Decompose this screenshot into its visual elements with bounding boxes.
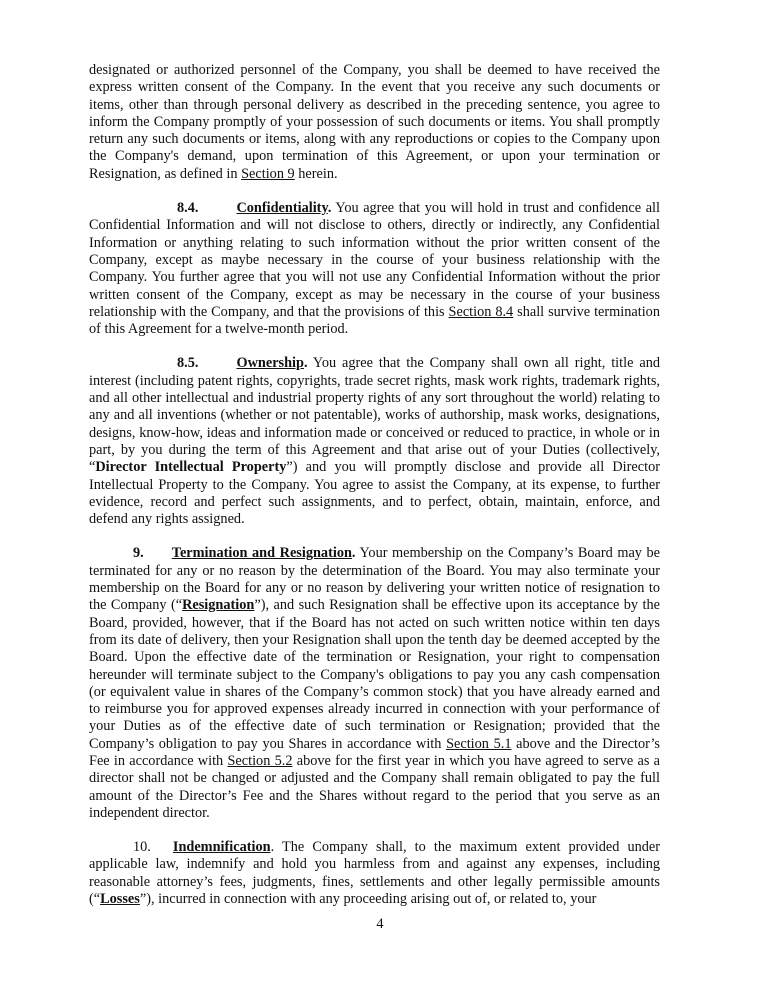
- section-heading: Ownership: [236, 355, 304, 372]
- paragraph-text: The Company shall, to the maximum extent provided under applicable law, indemnify and hold you harmless from and against any expenses, including reasonable attorney’s fees, judgments, fines, settlements and other legally permissible amounts (“: [89, 839, 660, 908]
- paragraph-text: above for the first year in which you have agreed to serve as a director shall not be changed or adjusted and the Company shall remain obligated to pay the full amount of the Director’s Fee and the Shares without regard to the period that you serve as an independent director.: [89, 752, 660, 821]
- paragraph-text: above and the Director’s Fee in accordance with: [89, 735, 660, 769]
- defined-term: Director Intellectual Property: [95, 459, 287, 476]
- paragraph-text: You agree that the Company shall own all right, title and interest (including patent rights, copyrights, trade secret rights, mask work rights, trademark rights, and all other intellectual and industrial property rights of any sort throughout the world) relating to any and all inventions (whether or not patentable), works of authorship, mask works, designations, designs, know-how, ideas and information made or conceived or reduced to practice, in whole or in part, by you during the term of this Agreement and that arise out of your Duties (collectively, “: [89, 355, 660, 476]
- section-8-5: 8.5. Ownership. You agree that the Company shall own all right, title and interest (including patent rights, copyrights, trade secret rights, mask work rights, trademark rights, and all other intellectual and industrial property rights of any sort throughout the world) relating to any and all inventions (whether or not patentable), works of authorship, mask works, designations, designs, know-how, ideas and information made or conceived or reduced to practice, in whole or in part, by you during the term of this Agreement and that arise out of your Duties (collectively, “Director Intellectual Property”) and you will promptly disclose and provide all Director Intellectual Property to the Company. You agree to assist the Company, at its expense, to further evidence, record and perfect such assignments, and to perfect, obtain, maintain, enforce, and defend any rights assigned.: [89, 355, 660, 528]
- section-number: 9.: [133, 545, 144, 562]
- document-page: [89, 62, 660, 908]
- section-number: 8.5.: [177, 355, 199, 372]
- paragraph-text: designated or authorized personnel of the Company, you shall be deemed to have received the express written consent of the Company. In the event that you receive any such documents or items, other than through personal delivery as described in the preceding sentence, you agree to inform the Company promptly of your possession of such documents or items. You shall promptly return any such documents or items, along with any reproductions or copies to the Company upon the Company's demand, upon termination of this Agreement, or upon your termination or Resignation, as defined in: [89, 62, 660, 182]
- section-heading: Termination and Resignation: [171, 545, 352, 562]
- section-reference: Section 5.2: [227, 752, 293, 769]
- section-8-4: 8.4. Confidentiality. You agree that you will hold in trust and confidence all Confidential Information and will not disclose to others, directly or indirectly, any Confidential Information or anything relating to such information without the prior written consent of the Company, except as maybe necessary in the course of your business relationship with the Company. You further agree that you will not use any Confidential Information without the prior written consent of the Company, except as may be necessary in the course of your business relationship with the Company, and that the provisions of this Section 8.4 shall survive termination of this Agreement for a twelve-month period.: [89, 200, 660, 338]
- section-number: 8.4.: [177, 200, 199, 217]
- page-number: 4: [376, 916, 384, 932]
- section-heading: Indemnification: [172, 839, 271, 856]
- paragraph-continuation: [89, 62, 660, 183]
- paragraph-text: shall survive termination of this Agreement for a twelve-month period.: [89, 303, 660, 338]
- defined-term: Resignation: [182, 597, 255, 614]
- section-9: 9. Termination and Resignation. Your membership on the Company’s Board may be terminated for any or no reason by the determination of the Board. You may also terminate your membership on the Board for any or no reason by delivering your written notice of resignation to the Company (“Resignation”), and such Resignation shall be effective upon its acceptance by the Board, provided, however, that if the Board has not acted on such written notice within ten days from its date of delivery, then your Resignation shall upon the tenth day be deemed accepted by the Board. Upon the effective date of the termination or Resignation, your right to compensation hereunder will terminate subject to the Company's obligations to pay you any cash compensation (or equivalent value in shares of the Company’s common stock) that you have already earned and to reimburse you for approved expenses already incurred in connection with your performance of your Duties as of the effective date of such termination or Resignation; provided that the Company’s obligation to pay you Shares in accordance with Section 5.1 above and the Director’s Fee in accordance with Section 5.2 above for the first year in which you have agreed to serve as a director shall not be changed or adjusted and the Company shall remain obligated to pay the full amount of the Director’s Fee and the Shares without regard to the period that you serve as an independent director.: [89, 545, 660, 821]
- section-10: 10. Indemnification. The Company shall, to the maximum extent provided under applicable law, indemnify and hold you harmless from and against any expenses, including reasonable attorney’s fees, judgments, fines, settlements and other legally permissible amounts (“Losses”), incurred in connection with any proceeding arising out of, or related to, your: [89, 839, 660, 908]
- paragraph-text: ”), incurred in connection with any proceeding arising out of, or related to, your: [139, 891, 597, 908]
- paragraph-text: herein.: [294, 165, 338, 182]
- defined-term: Losses: [100, 891, 140, 908]
- paragraph-text: ”) and you will promptly disclose and provide all Director Intellectual Property to the Company. You agree to assist the Company, at its expense, to further evidence, record and perfect such assignments, and to perfect, obtain, maintain, enforce, and defend any rights assigned.: [89, 459, 660, 528]
- section-reference: Section 9: [241, 165, 295, 182]
- section-heading: Confidentiality: [236, 200, 328, 217]
- paragraph-text: You agree that you will hold in trust and confidence all Confidential Information and will not disclose to others, directly or indirectly, any Confidential Information or anything relating to such information without the prior written consent of the Company, except as maybe necessary in the course of your business relationship with the Company. You further agree that you will not use any Confidential Information without the prior written consent of the Company, except as may be necessary in the course of your business relationship with the Company, and that the provisions of this: [89, 200, 660, 320]
- section-number: 10.: [133, 839, 151, 856]
- paragraph-text: Your membership on the Company’s Board may be terminated for any or no reason by the determination of the Board. You may also terminate your membership on the Board for any or no reason by delivering your written notice of resignation to the Company (“: [89, 545, 660, 614]
- section-reference: Section 8.4: [448, 303, 514, 320]
- paragraph-text: ”), and such Resignation shall be effective upon its acceptance by the Board, provided, however, that if the Board has not acted on such written notice within ten days from its date of delivery, then your Resignation shall upon the tenth day be deemed accepted by the Board. Upon the effective date of the termination or Resignation, your right to compensation hereunder will terminate subject to the Company's obligations to pay you any cash compensation (or equivalent value in shares of the Company’s common stock) that you have already earned and to reimburse you for approved expenses already incurred in connection with your performance of your Duties as of the effective date of such termination or Resignation; provided that the Company’s obligation to pay you Shares in accordance with: [89, 597, 660, 752]
- section-reference: Section 5.1: [446, 735, 512, 752]
